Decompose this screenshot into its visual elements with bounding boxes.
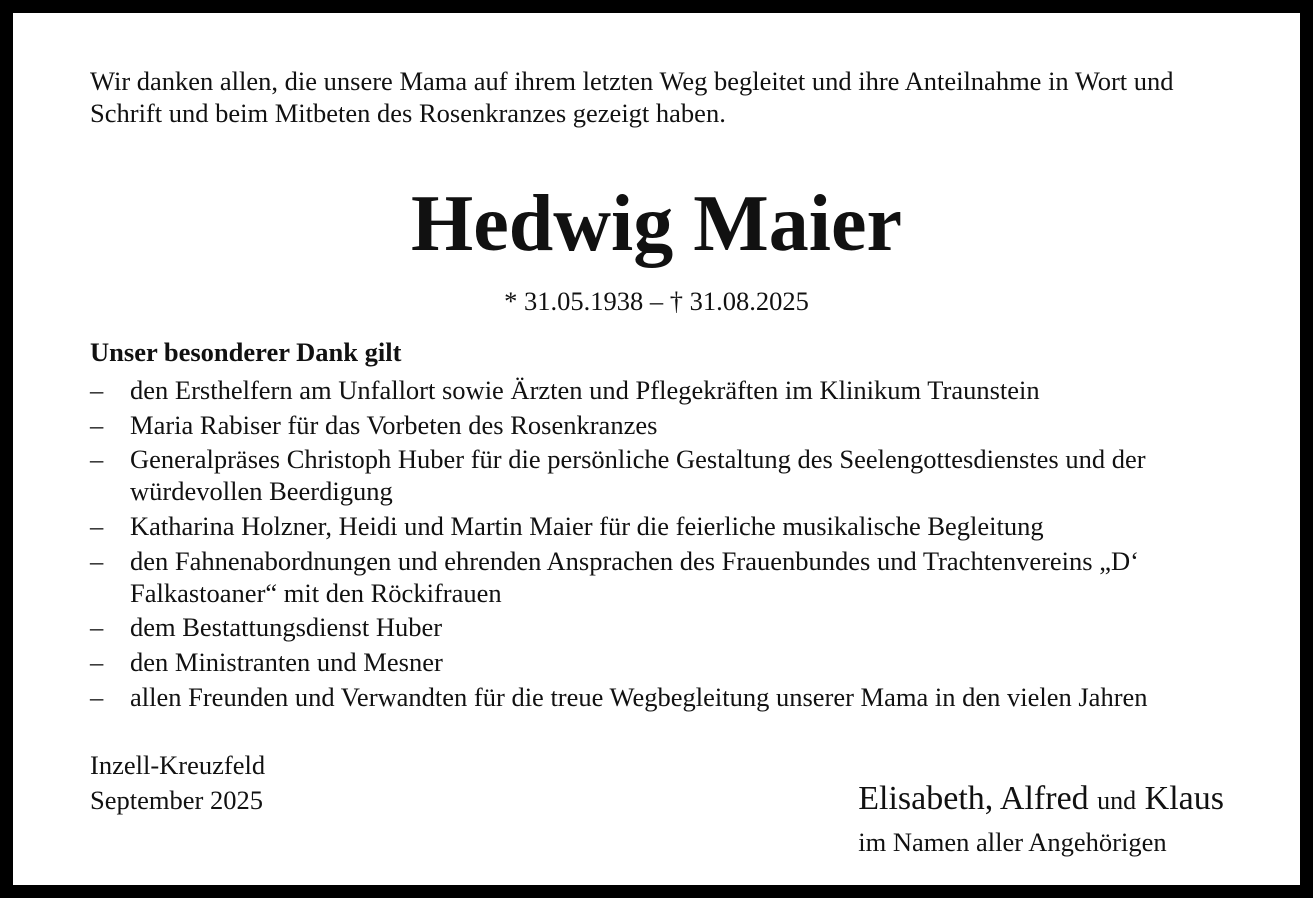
- thanks-list: [90, 374, 1250, 716]
- thanks-item-text: Katharina Holzner, Heidi und Martin Maier für die feierliche musikalische Begleitung: [130, 511, 1044, 542]
- thanks-item: [90, 646, 1250, 678]
- thanks-item: [90, 611, 1250, 643]
- thanks-item-text: den Ministranten und Mesner: [130, 647, 443, 678]
- thanks-item: [90, 409, 1250, 441]
- signer-connector: und: [1097, 786, 1137, 815]
- place-and-date: [90, 748, 265, 818]
- dash-bullet: –: [90, 647, 104, 678]
- thanks-item-text: den Ersthelfern am Unfallort sowie Ärzten und Pflegekräften im Klinikum Traunstein: [130, 375, 1040, 405]
- dash-bullet: –: [90, 545, 104, 576]
- deceased-name: Hedwig Maier: [411, 180, 902, 268]
- intro-text: Wir danken allen, die unsere Mama auf ihrem letzten Weg begleitet und ihre Anteilnahme in Wort und Schrift und beim Mitbeten des Rosenkranzes gezeigt haben.: [90, 66, 1174, 128]
- dash-bullet: –: [90, 409, 104, 440]
- signer-name-3: Klaus: [1144, 780, 1224, 817]
- life-dates: * 31.05.1938 – † 31.08.2025: [504, 286, 809, 316]
- dash-bullet: –: [90, 612, 104, 643]
- signer-name-2: Alfred: [999, 780, 1089, 817]
- dash-bullet: –: [90, 375, 104, 405]
- thanks-item-text: den Fahnenabordnungen und ehrenden Ansprachen des Frauenbundes und Trachtenvereins „D‘ Falkastoaner“ mit den Röckifrauen: [130, 545, 1139, 608]
- signer-subline: im Namen aller Angehörigen: [858, 827, 1167, 857]
- thanks-heading: Unser besonderer Dank gilt: [90, 337, 402, 367]
- signer-name-1: Elisabeth,: [858, 780, 994, 817]
- thanks-item-text: allen Freunden und Verwandten für die treue Wegbegleitung unserer Mama in den vielen Jahren: [130, 681, 1148, 712]
- thanks-item: [90, 545, 1250, 609]
- thanks-item-text: Maria Rabiser für das Vorbeten des Rosenkranzes: [130, 409, 658, 440]
- thanks-item: [90, 443, 1250, 507]
- thanks-item: [90, 681, 1250, 713]
- dash-bullet: –: [90, 444, 104, 475]
- place-date: September 2025: [90, 785, 263, 815]
- place-location: Inzell-Kreuzfeld: [90, 750, 266, 780]
- thanks-item-text: Generalpräses Christoph Huber für die persönliche Gestaltung des Seelengottesdienstes und der würdevollen Beerdigung: [130, 444, 1146, 507]
- thanks-item-text: dem Bestattungsdienst Huber: [130, 612, 443, 643]
- dash-bullet: –: [90, 511, 104, 542]
- dash-bullet: –: [90, 681, 104, 712]
- signer-names: [858, 778, 1224, 822]
- thanks-item: [90, 374, 1250, 406]
- thanks-item: [90, 510, 1250, 542]
- signers-block: [858, 778, 1224, 862]
